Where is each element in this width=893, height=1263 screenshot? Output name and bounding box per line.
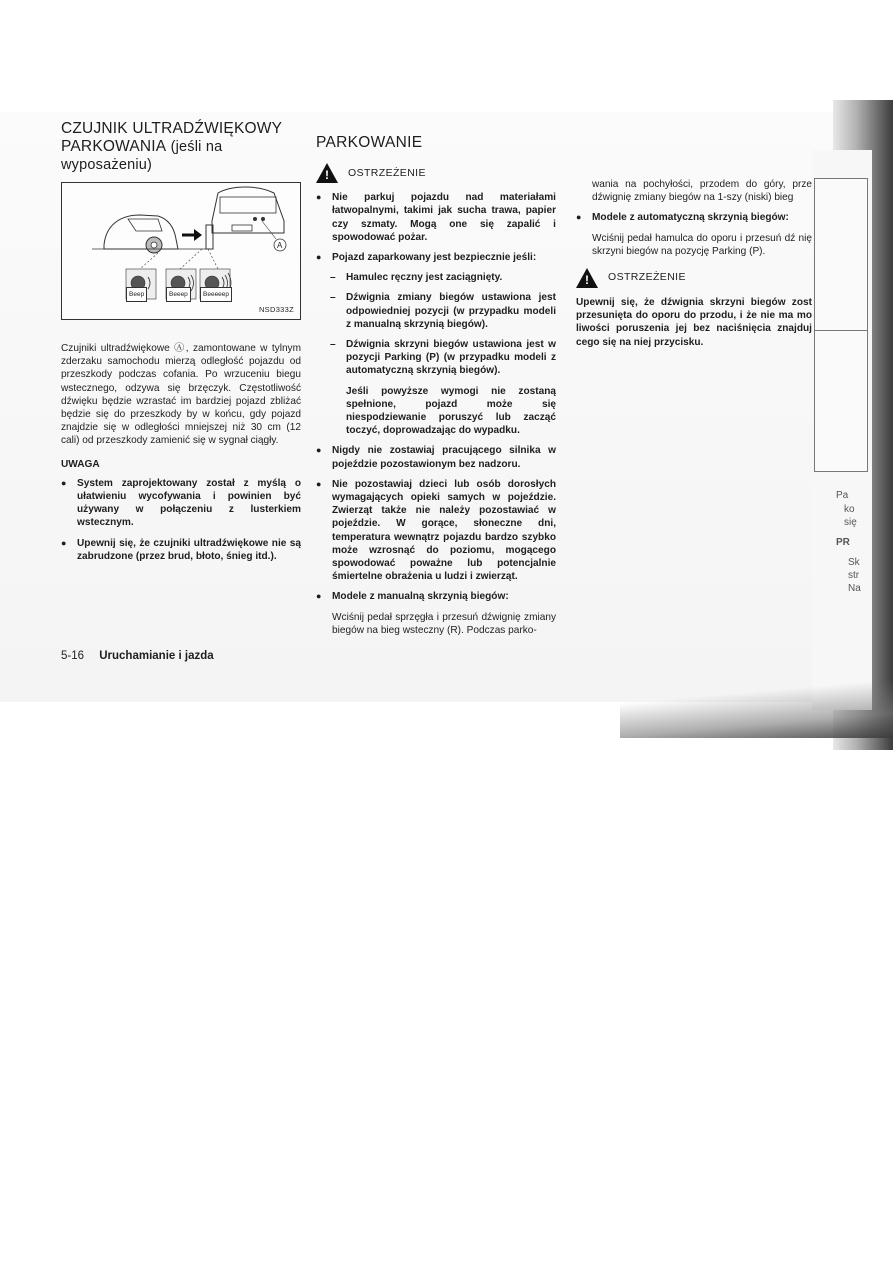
middle-column [316, 136, 556, 644]
section-title [61, 120, 301, 174]
para-marker: Ⓐ [174, 343, 186, 354]
warning-icon: ! [316, 163, 338, 183]
parking-sensor-figure [61, 182, 301, 320]
parking-title: PARKOWANIE [316, 134, 423, 151]
edge-fragment: się [844, 517, 857, 528]
title-sub: (jeśli na [166, 139, 223, 155]
section-name: Uruchamianie i jazda [99, 650, 214, 662]
condition-item: – Dźwignia skrzyni biegów ustawiona jest w pozycji Parking (P) (w przypadku modeli z automatyczną skrzynią biegów). [316, 338, 556, 378]
warning-text: Upewnij się, że dźwignia skrzyni biegów zost przesunięta do oporu do przodu, i że nie ma mo liwości poruszenia jej bez naciśnięcia znajduj cego się na niej przycisku. [576, 297, 812, 348]
warning-label-2: OSTRZEŻENIE [608, 271, 686, 284]
warning-icon: ! [576, 268, 598, 288]
warning-heading [316, 163, 556, 183]
edge-fragment: Pa [836, 490, 849, 501]
condition-consequence: Jeśli powyższe wymogi nie zostaną spełnione, pojazd może się niespodziewanie poruszyć lub zacząć toczyć, doprowadzając do wypadku. [346, 385, 556, 437]
beep-label-1: Beep [126, 287, 147, 302]
next-page-figure-inner [814, 330, 868, 472]
manual-models-text: Wciśnij pedał sprzęgła i przesuń dźwignię zmiany biegów na bieg wsteczny (R). Podczas parko- [332, 611, 556, 636]
right-column [576, 178, 812, 349]
page-footer [61, 650, 214, 662]
automatic-models-text: Wciśnij pedał hamulca do oporu i przesuń dź nię skrzyni biegów na pozycję Parking (P). [592, 232, 812, 257]
page-number: 5-16 [61, 650, 85, 662]
left-column [61, 120, 301, 570]
para-after: , zamontowane w tylnym zderzaku samochodu mierzą odległość pojazdu od przeszkody podczas cofania. Po wrzuceniu biegu wstecznego, odzywa się brzęczyk. Częstotliwość dźwięku będzie wzrastać im bardziej pojazd zbliżać będzie się do przeszkody by w końcu, gdy pojazd znajdzie się w odległości mniejszej niż 30 cm (12 cali) od przeszkody zamienić się w sygnał ciągły. [61, 343, 302, 447]
figure-label-a: A [277, 241, 283, 250]
warning-item: ● Pojazd zaparkowany jest bezpiecznie jeśli: [316, 251, 556, 264]
figure-code: NSD333Z [258, 304, 294, 314]
sensor-description [61, 342, 301, 448]
note-item: ● Upewnij się, że czujniki ultradźwiękowe nie są zabrudzone (przez brud, błoto, śnieg itd.). [61, 537, 301, 563]
edge-fragment: Sk [848, 557, 860, 568]
edge-fragment: Na [848, 583, 861, 594]
edge-fragment: str [848, 570, 860, 581]
note-item: ● System zaprojektowany został z myślą o ułatwieniu wycofywania i powinien być używany w połączeniu z lusterkiem wstecznym. [61, 477, 301, 530]
page-curl-shadow [620, 678, 893, 738]
edge-fragment: PR [836, 537, 850, 548]
automatic-models-heading: ● Modele z automatyczną skrzynią biegów: [576, 211, 812, 224]
title-sub-2: wyposażeniu) [61, 157, 153, 173]
continuation-text: wania na pochyłości, przodem do góry, prze dźwignię zmiany biegów na 1-szy (niski) bieg [592, 179, 812, 204]
warning-item: ● Nie parkuj pojazdu nad materiałami łatwopalnymi, takimi jak sucha trawa, papier czy szmaty. Mogą one się zapalić i spowodować pożar. [316, 191, 556, 244]
edge-fragment: ko [844, 504, 855, 515]
manual-models-heading: ● Modele z manualną skrzynią biegów: [316, 590, 556, 603]
warning-item: ● Nie pozostawiaj dzieci lub osób dorosłych wymagających opieki samych w pojeździe. Zwierząt także nie należy pozostawiać w pojeździe. W gorące, słoneczne dni, temperatura wewnątrz pojazdu bardzo szybko może wzrosnąć do poziomu, mogącego spowodować poważne lub potencjalnie śmiertelne obrażenia u ludzi i zwierząt. [316, 478, 556, 584]
title-line2: PARKOWANIA [61, 138, 167, 155]
warning-item: ● Nigdy nie zostawiaj pracującego silnika w pojeździe pozostawionym bez nadzoru. [316, 444, 556, 470]
warning-heading-2 [576, 268, 812, 288]
note-heading: UWAGA [61, 458, 100, 470]
condition-item: – Hamulec ręczny jest zaciągnięty. [316, 271, 556, 284]
para-before: Czujniki ultradźwiękowe [61, 343, 175, 354]
condition-item: – Dźwignia zmiany biegów ustawiona jest odpowiedniej pozycji (w przypadku modeli z manualną skrzynią biegów). [316, 291, 556, 331]
beep-label-3: Beeeeep [200, 287, 232, 302]
warning-label: OSTRZEŻENIE [348, 166, 426, 179]
beep-label-2: Beeep [166, 287, 191, 302]
title-main: CZUJNIK ULTRADŹWIĘKOWY [61, 120, 283, 137]
